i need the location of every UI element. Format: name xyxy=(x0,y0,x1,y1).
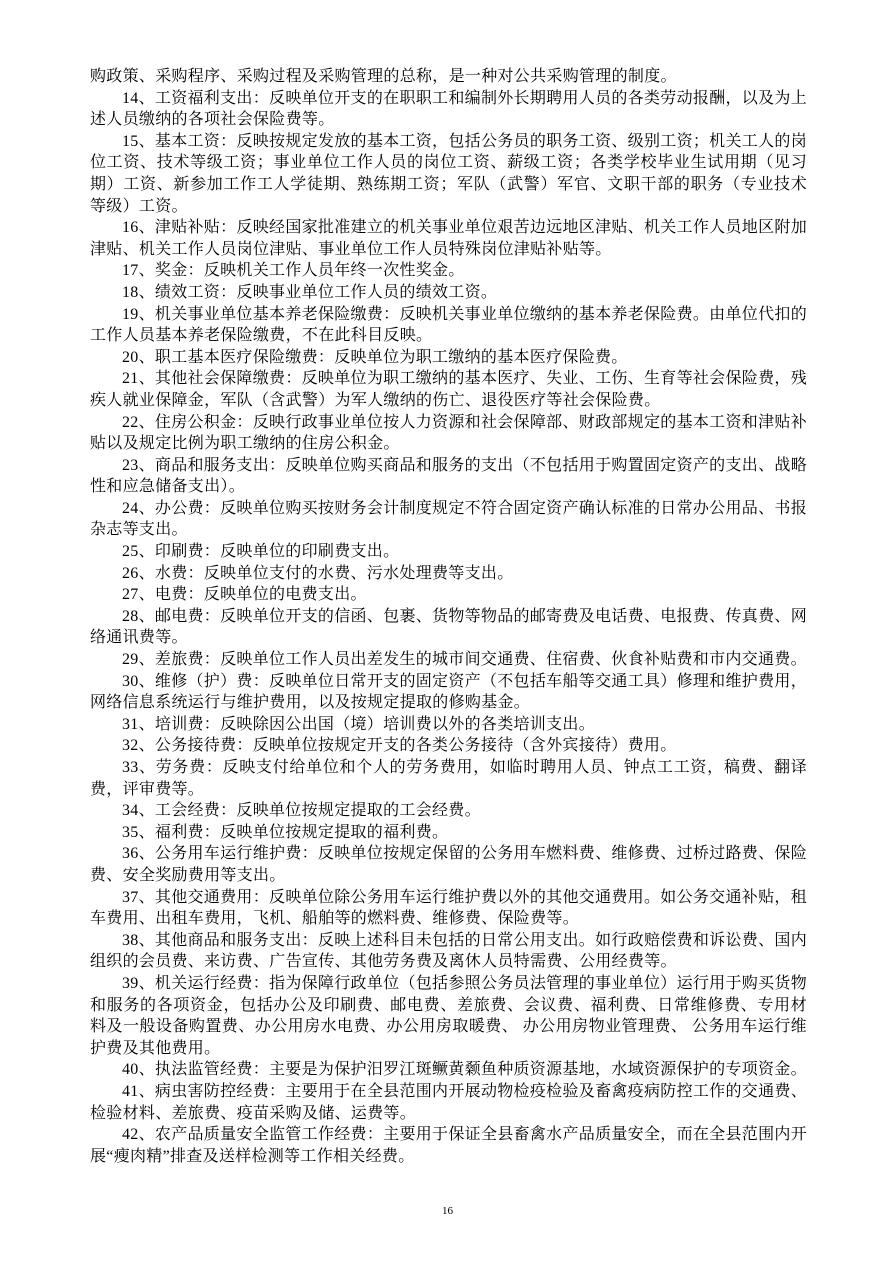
paragraph: 34、工会经费：反映单位按规定提取的工会经费。 xyxy=(122,802,481,820)
paragraph: 22、住房公积金：反映行政事业单位按人力资源和社会保障部、财政部规定的基本工资和津贴补贴以及规定比例为职工缴纳的住房公积金。 xyxy=(90,413,807,453)
paragraph: 36、公务用车运行维护费：反映单位按规定保留的公务用车燃料费、维修费、过桥过路费、保险费、安全奖励费用等支出。 xyxy=(90,845,807,884)
paragraph: 39、机关运行经费：指为保障行政单位（包括参照公务员法管理的事业单位）运行用于购买货物和服务的各项资金，包括办公及印刷费、邮电费、差旅费、会议费、福利费、日常维修费、专用材料及一般设备购置费、办公用房水电费、办公用房取暖费、 办公用房物业管理费、 公务用车运行维护费及其他费用。 xyxy=(90,974,807,1057)
paragraph: 42、农产品质量安全监管工作经费：主要用于保证全县畜禽水产品质量安全，而在全县范围内开展“瘦肉精”排查及送样检测等工作相关经费。 xyxy=(90,1126,807,1165)
paragraph: 31、培训费：反映除因公出国（境）培训费以外的各类培训支出。 xyxy=(122,715,596,733)
paragraph: 16、津贴补贴：反映经国家批准建立的机关事业单位艰苦边远地区津贴、机关工作人员地区附加津贴、机关工作人员岗位津贴、事业单位工作人员特殊岗位津贴补贴等。 xyxy=(90,219,807,258)
paragraph: 20、职工基本医疗保险缴费：反映单位为职工缴纳的基本医疗保险费。 xyxy=(122,348,628,366)
paragraph: 18、绩效工资：反映事业单位工作人员的绩效工资。 xyxy=(122,283,498,301)
paragraph: 24、办公费：反映单位购买按财务会计制度规定不符合固定资产确认标准的日常办公用品、书报杂志等支出。 xyxy=(90,499,807,539)
paragraph: 29、差旅费：反映单位工作人员出差发生的城市间交通费、住宿费、伙食补贴费和市内交通费。 xyxy=(122,651,807,669)
paragraph: 33、劳务费：反映支付给单位和个人的劳务费用，如临时聘用人员、钟点工工资，稿费、翻译费，评审费等。 xyxy=(90,759,807,798)
paragraph: 35、福利费：反映单位按规定提取的福利费。 xyxy=(122,823,449,841)
document-body xyxy=(90,66,807,1167)
paragraph: 25、印刷费：反映单位的印刷费支出。 xyxy=(122,543,400,561)
paragraph: 40、执法监管经费：主要是为保护汨罗江斑鳜黄颡鱼种质资源基地，水域资源保护的专项资金。 xyxy=(122,1061,807,1079)
paragraph: 17、奖金：反映机关工作人员年终一次性奖金。 xyxy=(122,262,465,280)
paragraph: 19、机关事业单位基本养老保险缴费：反映机关事业单位缴纳的基本养老保险费。由单位代扣的工作人员基本养老保险缴费，不在此科目反映。 xyxy=(90,305,807,345)
paragraph: 28、邮电费：反映单位开支的信函、包裹、货物等物品的邮寄费及电话费、电报费、传真费、网络通讯费等。 xyxy=(90,607,807,647)
paragraph: 14、工资福利支出：反映单位开支的在职职工和编制外长期聘用人员的各类劳动报酬，以及为上述人员缴纳的各项社会保险费等。 xyxy=(90,89,807,129)
paragraph: 23、商品和服务支出：反映单位购买商品和服务的支出（不包括用于购置固定资产的支出、战略性和应急储备支出）。 xyxy=(90,456,807,496)
paragraph: 41、病虫害防控经费：主要用于在全县范围内开展动物检疫检验及畜禽疫病防控工作的交通费、检验材料、差旅费、疫苗采购及储、运费等。 xyxy=(90,1082,807,1122)
paragraph: 30、维修（护）费：反映单位日常开支的固定资产（不包括车船等交通工具）修理和维护费用，网络信息系统运行与维护费用，以及按规定提取的修购基金。 xyxy=(90,672,807,712)
paragraph: 购政策、采购程序、采购过程及采购管理的总称，是一种对公共采购管理的制度。 xyxy=(90,68,677,85)
paragraph: 38、其他商品和服务支出：反映上述科目未包括的日常公用支出。如行政赔偿费和诉讼费、国内组织的会员费、来访费、广告宣传、其他劳务费及离休人员特需费、公用经费等。 xyxy=(90,931,807,971)
paragraph: 26、水费：反映单位支付的水费、污水处理费等支出。 xyxy=(122,564,514,582)
paragraph: 27、电费：反映单位的电费支出。 xyxy=(122,586,367,604)
paragraph: 15、基本工资：反映按规定发放的基本工资，包括公务员的职务工资、级别工资；机关工人的岗位工资、技术等级工资；事业单位工作人员的岗位工资、薪级工资；各类学校毕业生试用期（见习期）工资、新参加工作工人学徒期、熟练期工资；军队（武警）军官、文职干部的职务（专业技术等级）工资。 xyxy=(90,132,807,215)
paragraph: 37、其他交通费用：反映单位除公务用车运行维护费以外的其他交通费用。如公务交通补贴，租车费用、出租车费用，飞机、船舶等的燃料费、维修费、保险费等。 xyxy=(90,888,807,928)
page-number: 16 xyxy=(442,1205,453,1217)
paragraph: 32、公务接待费：反映单位按规定开支的各类公务接待（含外宾接待）费用。 xyxy=(122,737,677,755)
paragraph: 21、其他社会保障缴费：反映单位为职工缴纳的基本医疗、失业、工伤、生育等社会保险费，残疾人就业保障金，军队（含武警）为军人缴纳的伤亡、退役医疗等社会保险费。 xyxy=(90,370,807,409)
